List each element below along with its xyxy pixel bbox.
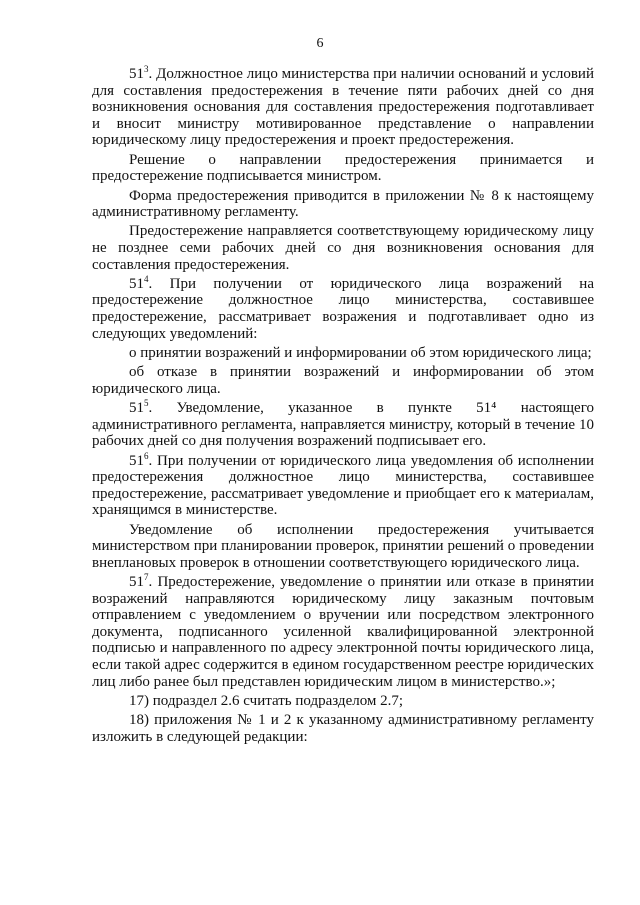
paragraph-text: . Предостережение, уведомление о принятии или отказе в принятии возражений направляются юридическому лицу заказным почтовым отправлением с уведомлением о вручении или посредством электронного документа, подписанного усиленной квалифицированной электронной подписью и направленного по адресу электронной почты юридического лица, если такой адрес содержится в едином государственном реестре юридических лиц либо ранее был представлен юридическим лицом в министерство.»;	[92, 574, 594, 690]
paragraph: Предостережение направляется соответствующему юридическому лицу не позднее семи рабочих дней со дня возникновения основания для составления предостережения.	[92, 223, 594, 273]
paragraph-51-3	[92, 66, 594, 149]
clause-number: 51	[129, 275, 144, 292]
clause-number: 51	[129, 574, 144, 591]
clause-number-superscript: 3	[144, 64, 149, 74]
list-item-17: 17) подраздел 2.6 считать подразделом 2.7;	[129, 692, 404, 709]
paragraph-text: . Должностное лицо министерства при наличии оснований и условий для составления предостережения в течение пяти рабочих дней со дня возникновения основания для составления предостережения подготавливает и вносит министру мотивированное представление о направлении юридическому лицу предостережения и проект предостережения.	[92, 66, 594, 149]
clause-number: 51	[129, 66, 144, 82]
paragraph: об отказе в принятии возражений и информировании об этом юридического лица.	[92, 364, 594, 397]
paragraph-text: . При получении от юридического лица возражений на предостережение должностное лицо министерства, составившее предостережение, рассматривает возражения и подготавливает одно из следующих уведомлений:	[92, 275, 594, 342]
paragraph: о принятии возражений и информировании об этом юридического лица;	[129, 344, 592, 361]
clause-number-superscript: 7	[144, 572, 149, 583]
clause-number: 51	[129, 400, 144, 417]
page-number: 6	[316, 36, 324, 51]
list-item-18: 18) приложения № 1 и 2 к указанному административному регламенту изложить в следующей редакции:	[92, 712, 594, 745]
paragraph-51-6	[92, 450, 594, 519]
paragraph-51-7	[92, 574, 594, 690]
clause-number-superscript: 6	[144, 450, 149, 461]
clause-number-superscript: 5	[144, 398, 149, 409]
paragraph: Решение о направлении предостережения принимается и предостережение подписывается министром.	[92, 151, 594, 185]
paragraph-51-5	[92, 400, 594, 450]
clause-number: 51	[129, 452, 144, 469]
document-body	[92, 66, 594, 748]
paragraph-text: . При получении от юридического лица уведомления об исполнении предостережения должностное лицо министерства, составившее предостережение, рассматривает уведомление и приобщает его к материалам, хранящимся в министерстве.	[92, 452, 594, 519]
paragraph-51-4	[92, 273, 594, 342]
paragraph: Уведомление об исполнении предостережения учитывается министерством при планировании проверок, принятии решений о проведении внеплановых проверок в отношении соответствующего юридического лица.	[92, 521, 594, 571]
clause-number-superscript: 4	[144, 273, 149, 284]
paragraph: Форма предостережения приводится в приложении № 8 к настоящему административному регламенту.	[92, 187, 594, 221]
paragraph-text: . Уведомление, указанное в пункте 51⁴ настоящего административного регламента, направляется министру, который в течение 10 рабочих дней со дня получения возражений подписывает его.	[92, 400, 594, 450]
